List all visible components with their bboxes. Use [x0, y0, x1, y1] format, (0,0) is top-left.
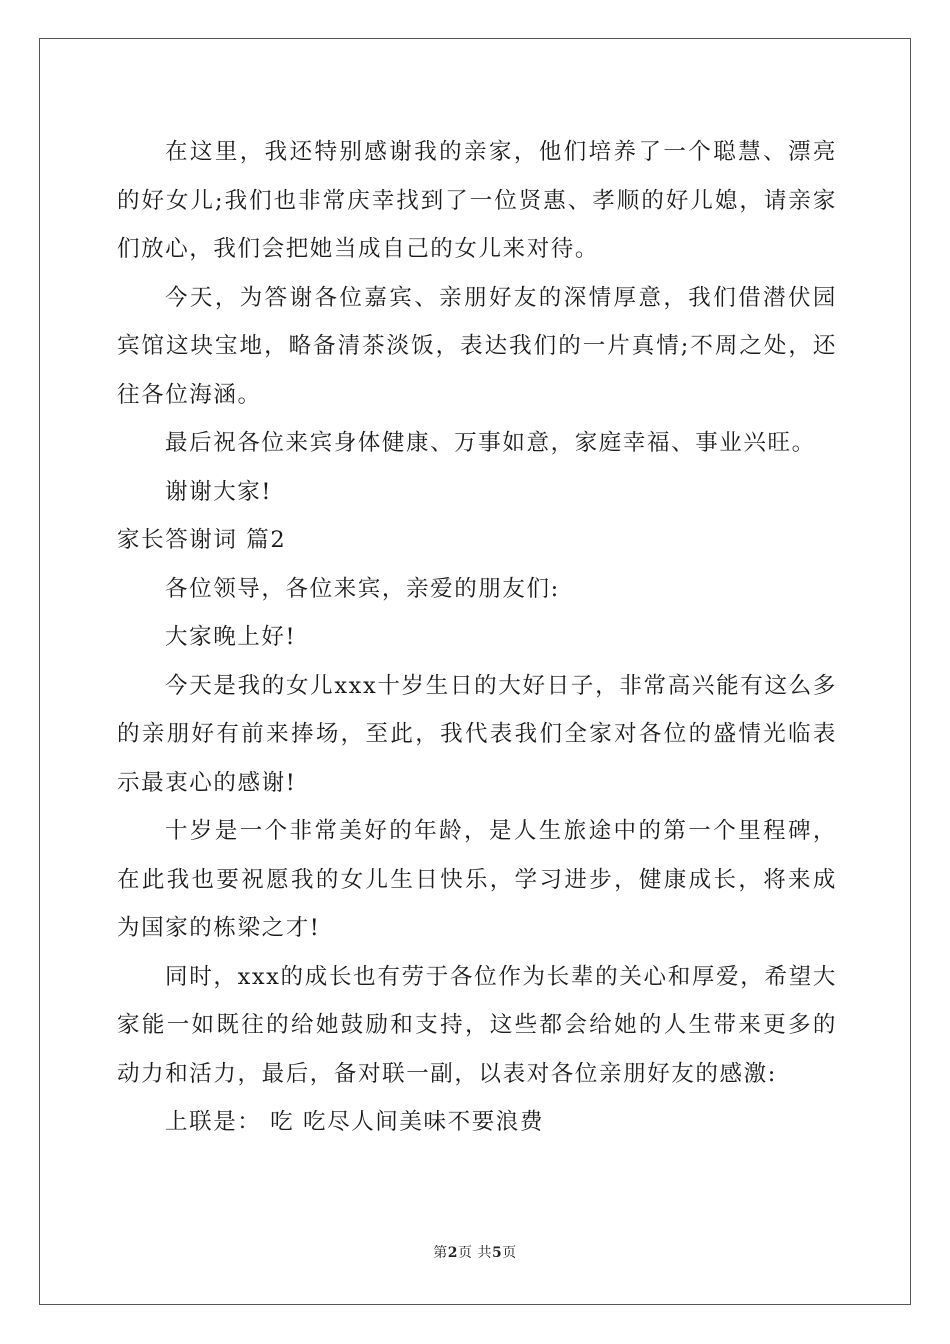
- section-heading: 家长答谢词 篇2: [117, 527, 287, 553]
- footer-page-number: 2: [447, 1245, 459, 1261]
- paragraph: 各位领导，各位来宾，亲爱的朋友们:: [165, 575, 560, 602]
- footer-total-pages: 5: [491, 1245, 503, 1261]
- footer-prefix: 第: [433, 1245, 448, 1261]
- paragraph: 今天，为答谢各位嘉宾、亲朋好友的深情厚意，我们借潜伏园宾馆这块宝地，略备清茶淡饭，表达我们的一片真情;不周之处，还往各位海涵。: [117, 284, 837, 408]
- paragraph: 同时，xxx的成长也有劳于各位作为长辈的关心和厚爱，希望大家能一如既往的给她鼓励和支持，这些都会给她的人生带来更多的动力和活力，最后，备对联一副，以表对各位亲朋好友的感激:: [117, 963, 837, 1087]
- paragraph: 在这里，我还特别感谢我的亲家，他们培养了一个聪慧、漂亮的好女儿;我们也非常庆幸找到了一位贤惠、孝顺的好儿媳，请亲家们放心，我们会把她当成自己的女儿来对待。: [117, 139, 837, 262]
- footer-suffix: 页: [502, 1245, 517, 1261]
- page-footer: [0, 1242, 950, 1262]
- document-body: [117, 128, 837, 1147]
- paragraph: 今天是我的女儿xxx十岁生日的大好日子，非常高兴能有这么多的亲朋好有前来捧场，至此，我代表我们全家对各位的盛情光临表示最衷心的感谢!: [117, 672, 837, 796]
- paragraph: 谢谢大家!: [165, 478, 273, 505]
- paragraph: 大家晚上好!: [165, 624, 297, 650]
- paragraph: 最后祝各位来宾身体健康、万事如意，家庭幸福、事业兴旺。: [165, 430, 816, 456]
- paragraph: 十岁是一个非常美好的年龄，是人生旅途中的第一个里程碑，在此我也要祝愿我的女儿生日快乐，学习进步，健康成长，将来成为国家的栋梁之才!: [117, 818, 837, 941]
- paragraph: 上联是： 吃 吃尽人间美味不要浪费: [165, 1109, 545, 1135]
- footer-mid: 页 共: [458, 1245, 492, 1261]
